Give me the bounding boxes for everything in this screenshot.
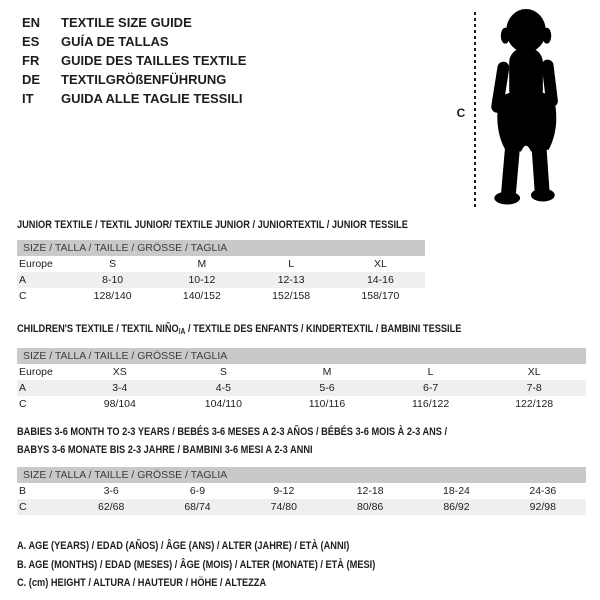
language-code: EN (22, 15, 41, 30)
language-code: DE (22, 72, 41, 87)
age-cell: 8-10 (102, 274, 124, 286)
height-measure-dashed-line (474, 12, 476, 207)
size-cell: XS (112, 366, 127, 378)
height-cell: 110/116 (308, 398, 346, 410)
height-cell: 74/80 (270, 501, 297, 513)
height-cell: 104/110 (204, 398, 242, 410)
babies-title-line1: BABIES 3-6 MONTH TO 2-3 YEARS / BEBÉS 3-6 MESES A 2-3 AÑOS / BÉBÉS 3-6 MOIS À 2-3 ANS / (17, 426, 448, 438)
age-cell: 4-5 (215, 382, 231, 394)
language-row-it (22, 89, 246, 108)
size-cell: M (322, 366, 332, 378)
babies-size-table (17, 467, 586, 515)
guide-title-en: TEXTILE SIZE GUIDE (61, 15, 192, 30)
language-code: FR (22, 53, 40, 68)
guide-title-it: GUIDA ALLE TAGLIE TESSILI (61, 91, 243, 106)
table-row (17, 499, 586, 515)
junior-section-title: JUNIOR TEXTILE / TEXTIL JUNIOR/ TEXTILE JUNIOR / JUNIORTEXTIL / JUNIOR TESSILE (17, 219, 408, 231)
junior-size-table (17, 240, 425, 304)
legend-line-a: A. AGE (YEARS) / EDAD (AÑOS) / ÂGE (ANS) / ALTER (JAHRE) / ETÀ (ANNI) (17, 540, 350, 552)
junior-size-header-bar: SIZE / TALLA / TAILLE / GRÖSSE / TAGLIA (17, 240, 425, 256)
age-cell: 12-18 (356, 485, 384, 497)
height-cell: 62/68 (98, 501, 125, 513)
guide-title-de: TEXTILGRÖßENFÜHRUNG (61, 72, 227, 87)
age-cell: 7-8 (526, 382, 542, 394)
height-cell: 80/86 (357, 501, 384, 513)
size-cell: M (197, 258, 207, 270)
age-cell: 10-12 (188, 274, 216, 286)
height-measure-label: C (456, 106, 466, 120)
age-cell: 18-24 (443, 485, 470, 497)
language-row-es (22, 32, 246, 51)
guide-title-es: GUÍA DE TALLAS (61, 34, 169, 49)
size-cell: S (219, 366, 227, 378)
language-row-de (22, 70, 246, 89)
size-cell: XL (373, 258, 387, 270)
language-row-fr (22, 51, 246, 70)
age-cell: 3-6 (103, 485, 119, 497)
children-size-header-bar: SIZE / TALLA / TAILLE / GRÖSSE / TAGLIA (17, 348, 586, 364)
table-row (17, 364, 586, 380)
table-row (17, 380, 586, 396)
legend-line-c: C. (cm) HEIGHT / ALTURA / HAUTEUR / HÖHE / ALTEZZA (17, 577, 267, 589)
age-cell: 3-4 (112, 382, 128, 394)
age-cell: 6-9 (189, 485, 206, 497)
age-cell: 5-6 (319, 382, 335, 394)
row-label-europe: Europe (19, 366, 53, 378)
table-row (17, 272, 425, 288)
size-cell: S (109, 258, 117, 270)
table-row (17, 256, 425, 272)
language-code: ES (22, 34, 40, 49)
babies-size-header-bar: SIZE / TALLA / TAILLE / GRÖSSE / TAGLIA (17, 467, 586, 483)
height-cell: 152/158 (272, 290, 311, 302)
table-row (17, 396, 586, 412)
row-label-europe: Europe (19, 258, 53, 270)
guide-title-fr: GUIDE DES TAILLES TEXTILE (61, 53, 247, 68)
size-cell: L (288, 258, 295, 270)
children-title-prefix: CHILDREN'S TEXTILE / TEXTIL NIÑO (17, 323, 179, 335)
children-size-table (17, 348, 586, 412)
row-label-c: C (19, 501, 27, 513)
height-cell: 98/104 (103, 398, 136, 410)
size-cell: L (427, 366, 434, 378)
children-section-title (17, 320, 461, 341)
height-cell: 122/128 (515, 398, 554, 410)
age-cell: 24-36 (529, 485, 557, 497)
children-title-suffix: / TEXTILE DES ENFANTS / KINDERTEXTIL / BAMBINI TESSILE (185, 323, 462, 335)
babies-title-line2: BABYS 3-6 MONATE BIS 2-3 JAHRE / BAMBINI 3-6 MESI A 2-3 ANNI (17, 444, 313, 456)
size-cell: XL (527, 366, 541, 378)
language-code: IT (22, 91, 34, 106)
height-cell: 68/74 (184, 501, 211, 513)
height-cell: 140/152 (182, 290, 221, 302)
babies-section-title (17, 423, 529, 459)
age-cell: 9-12 (273, 485, 295, 497)
row-label-b: B (19, 485, 27, 497)
height-cell: 158/170 (361, 290, 400, 302)
measure-legend (17, 537, 375, 593)
table-row (17, 483, 586, 499)
language-row-en (22, 13, 246, 32)
language-title-list (22, 13, 246, 108)
row-label-a: A (19, 382, 27, 394)
age-cell: 14-16 (366, 274, 394, 286)
height-cell: 128/140 (93, 290, 132, 302)
row-label-a: A (19, 274, 27, 286)
height-cell: 92/98 (529, 501, 556, 513)
age-cell: 6-7 (422, 382, 439, 394)
height-cell: 116/122 (411, 398, 450, 410)
children-title-subscript: /A (178, 327, 186, 336)
height-cell: 86/92 (443, 501, 470, 513)
toddler-silhouette-icon (486, 8, 570, 206)
legend-line-b: B. AGE (MONTHS) / EDAD (MESES) / ÂGE (MOIS) / ALTER (MONATE) / ETÀ (MESI) (17, 558, 376, 571)
table-row (17, 288, 425, 304)
row-label-c: C (19, 398, 27, 410)
row-label-c: C (19, 290, 27, 302)
age-cell: 12-13 (277, 274, 305, 286)
